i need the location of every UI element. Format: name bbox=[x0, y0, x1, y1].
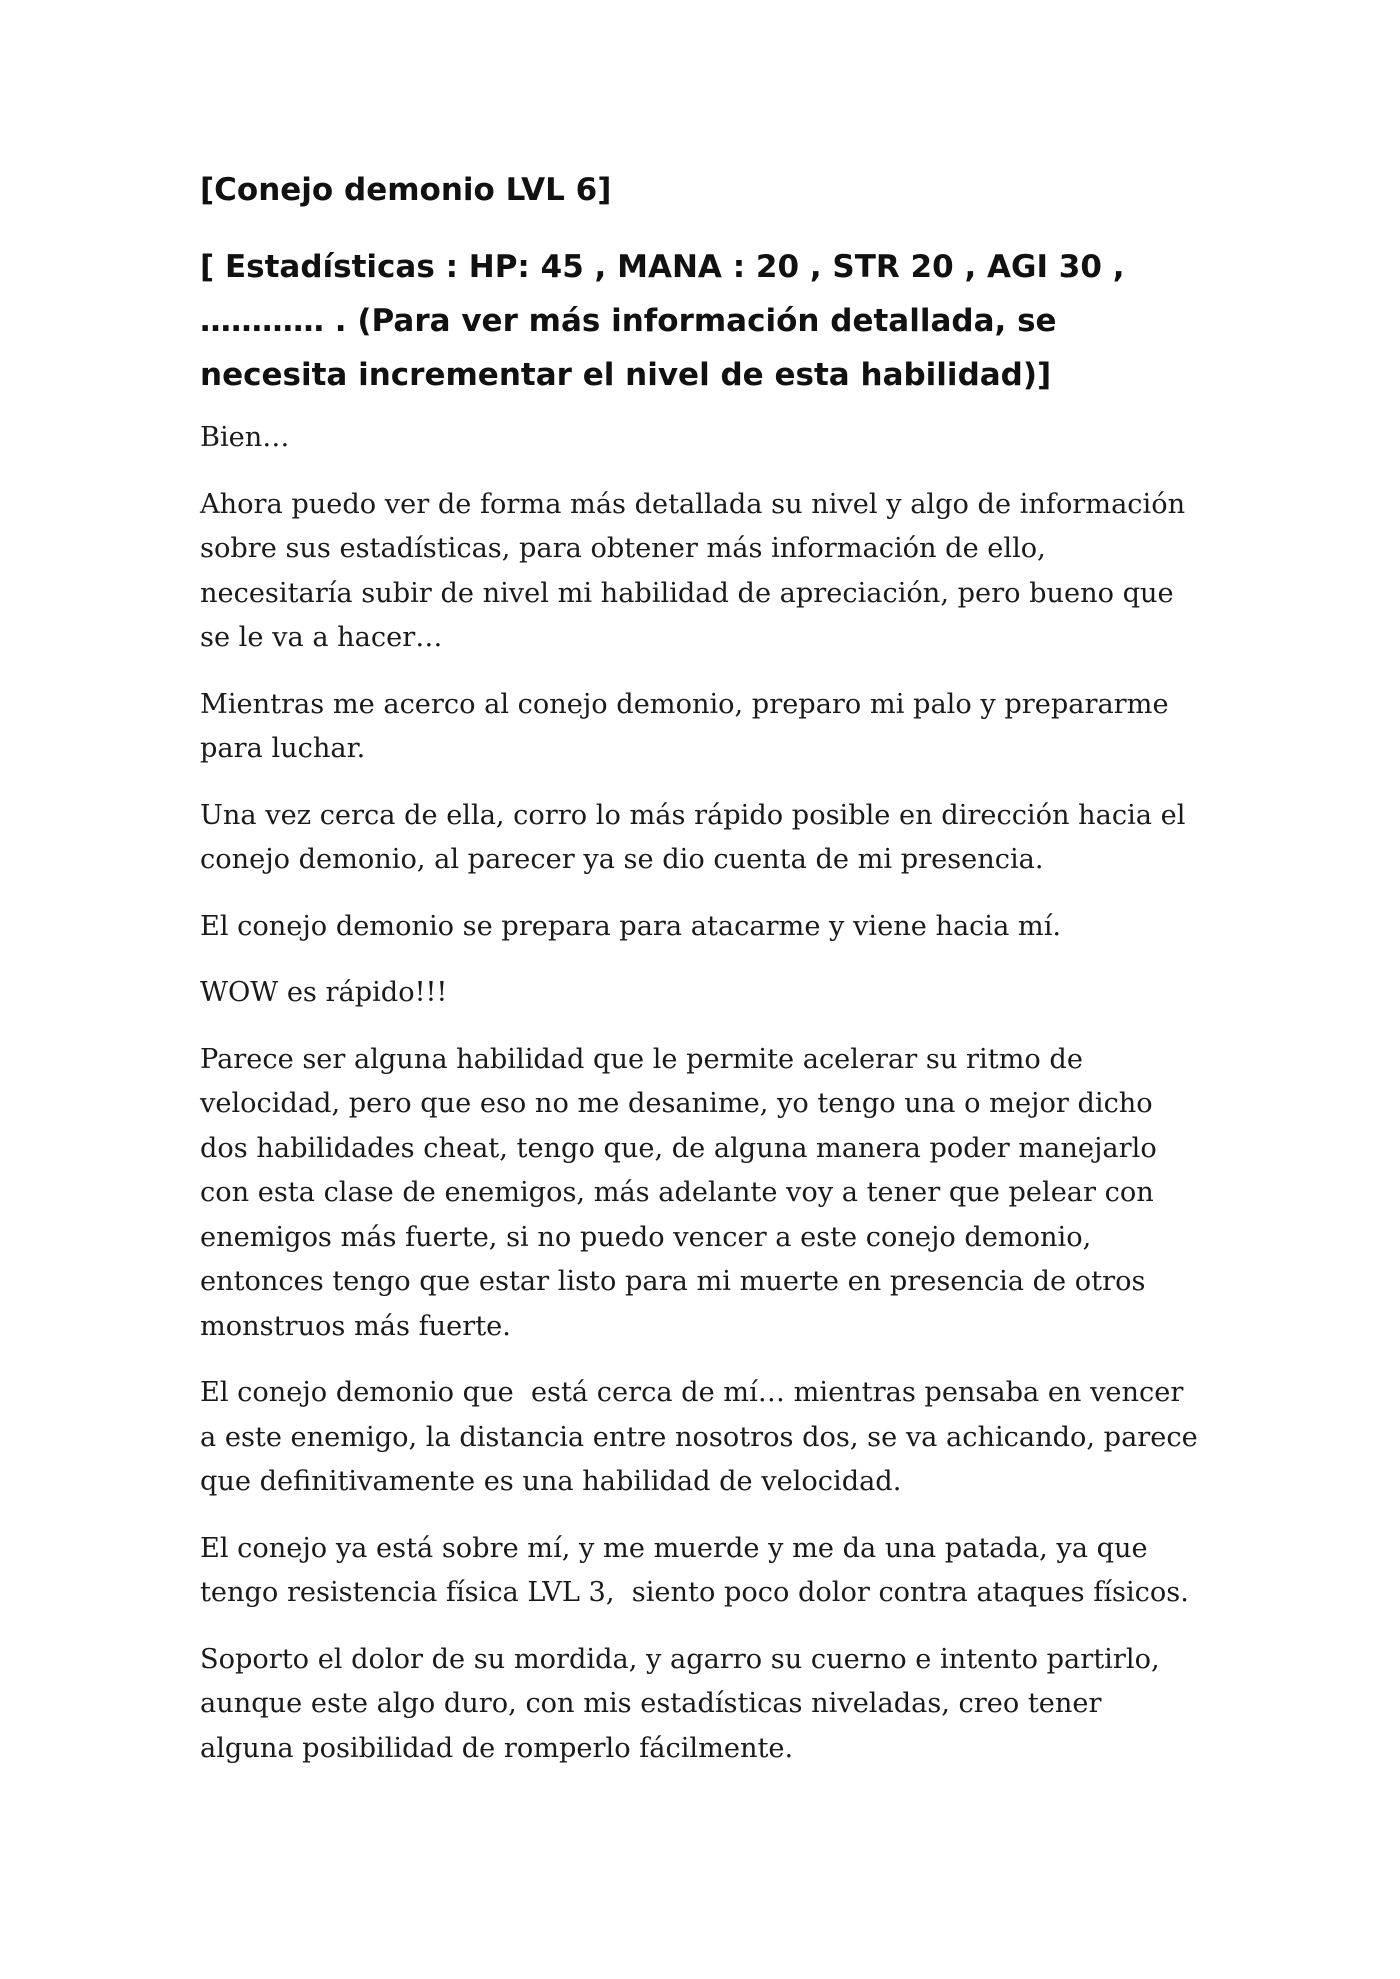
paragraph bbox=[200, 794, 1220, 883]
paragraph-line: Soporto el dolor de su mordida, y agarro su cuerno e intento partirlo, bbox=[200, 1643, 1160, 1675]
paragraph-line: El conejo demonio se prepara para atacarme y viene hacia mí. bbox=[200, 910, 1062, 942]
paragraph-line: conejo demonio, al parecer ya se dio cuenta de mi presencia. bbox=[200, 844, 1044, 875]
paragraph-line: se le va a hacer… bbox=[200, 622, 443, 653]
paragraph bbox=[200, 971, 1220, 1016]
paragraph-line: enemigos más fuerte, si no puedo vencer a este conejo demonio, bbox=[200, 1221, 1092, 1253]
stats-heading bbox=[200, 240, 1210, 402]
paragraph-line: monstruos más fuerte. bbox=[200, 1310, 511, 1342]
paragraph-line: sobre sus estadísticas, para obtener más información de ello, bbox=[200, 533, 1046, 564]
paragraph bbox=[200, 1371, 1220, 1505]
document-title: [Conejo demonio LVL 6] bbox=[200, 172, 612, 208]
paragraph bbox=[200, 483, 1220, 661]
paragraph-line: con esta clase de enemigos, más adelante voy a tener que pelear con bbox=[200, 1177, 1154, 1208]
paragraph-line: Bien… bbox=[200, 422, 290, 453]
paragraph-line: El conejo demonio que está cerca de mí… mientras pensaba en vencer bbox=[200, 1377, 1184, 1408]
document-page bbox=[200, 168, 1220, 1793]
paragraph-line: entonces tengo que estar listo para mi muerte en presencia de otros bbox=[200, 1266, 1146, 1297]
paragraph-line: necesitaría subir de nivel mi habilidad de apreciación, pero bueno que bbox=[200, 577, 1174, 609]
paragraph-line: Parece ser alguna habilidad que le permite acelerar su ritmo de bbox=[200, 1043, 1083, 1075]
paragraph bbox=[200, 905, 1220, 950]
paragraph-line: dos habilidades cheat, tengo que, de alguna manera poder manejarlo bbox=[200, 1132, 1157, 1164]
paragraph-line: velocidad, pero que eso no me desanime, yo tengo una o mejor dicho bbox=[200, 1088, 1153, 1119]
paragraph-line: para luchar. bbox=[200, 733, 366, 764]
body-text bbox=[200, 416, 1220, 1771]
paragraph-line: Una vez cerca de ella, corro lo más rápido posible en dirección hacia el bbox=[200, 799, 1186, 831]
paragraph-line: El conejo ya está sobre mí, y me muerde y me da una patada, ya que bbox=[200, 1532, 1148, 1564]
paragraph bbox=[200, 1638, 1220, 1772]
paragraph-line: que definitivamente es una habilidad de velocidad. bbox=[200, 1466, 902, 1497]
stats-line: [ Estadísticas : HP: 45 , MANA : 20 , STR 20 , AGI 30 , bbox=[200, 249, 1125, 285]
paragraph bbox=[200, 1527, 1220, 1616]
paragraph-line: Ahora puedo ver de forma más detallada su nivel y algo de información bbox=[200, 488, 1186, 520]
paragraph bbox=[200, 416, 1220, 461]
paragraph-line: tengo resistencia física LVL 3, siento poco dolor contra ataques físicos. bbox=[200, 1577, 1189, 1608]
paragraph-line: alguna posibilidad de romperlo fácilmente. bbox=[200, 1732, 794, 1764]
paragraph bbox=[200, 683, 1220, 772]
stats-line: necesita incrementar el nivel de esta habilidad)] bbox=[200, 357, 1052, 393]
paragraph-line: aunque este algo duro, con mis estadísticas niveladas, creo tener bbox=[200, 1688, 1102, 1719]
paragraph bbox=[200, 1038, 1220, 1350]
stats-line: ………… . (Para ver más información detallada, se bbox=[200, 303, 1057, 339]
paragraph-line: a este enemigo, la distancia entre nosotros dos, se va achicando, parece bbox=[200, 1421, 1198, 1453]
paragraph-line: Mientras me acerco al conejo demonio, preparo mi palo y prepararme bbox=[200, 688, 1169, 720]
paragraph-line: WOW es rápido!!! bbox=[200, 977, 448, 1008]
